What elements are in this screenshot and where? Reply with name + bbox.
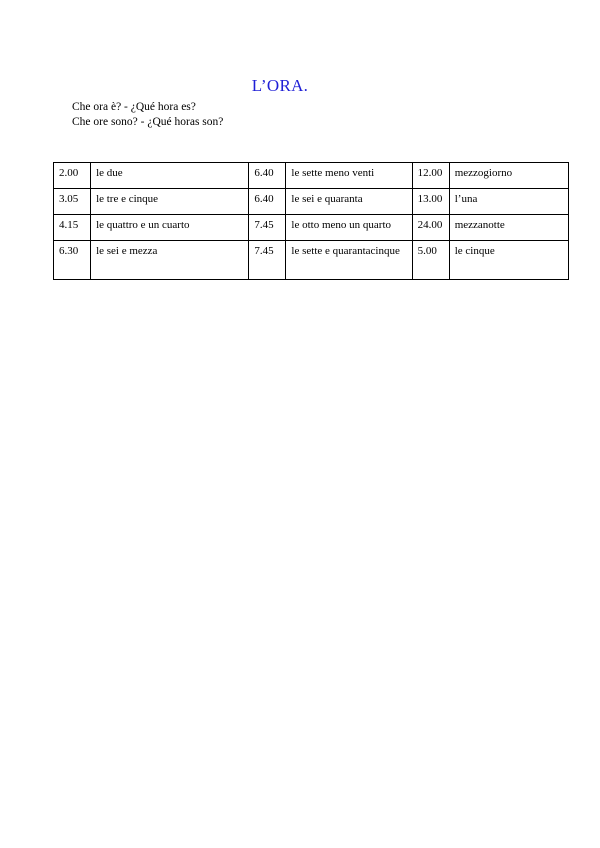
page-title: L’ORA. (251, 76, 309, 95)
expression-cell: le sei e quaranta (286, 189, 412, 215)
expression-cell: le sette meno venti (286, 163, 412, 189)
table-row (54, 215, 569, 241)
expression-cell: mezzanotte (449, 215, 568, 241)
expression-cell: le cinque (449, 241, 568, 280)
time-cell: 7.45 (249, 241, 286, 280)
table-row (54, 163, 569, 189)
questions-block (72, 100, 223, 130)
expression-cell: l’una (449, 189, 568, 215)
expression-cell: mezzogiorno (449, 163, 568, 189)
time-cell: 12.00 (412, 163, 449, 189)
question-line-1: Che ora è? - ¿Qué hora es? (72, 101, 196, 113)
time-cell: 5.00 (412, 241, 449, 280)
time-cell: 13.00 (412, 189, 449, 215)
time-cell: 6.30 (54, 241, 91, 280)
expression-cell: le otto meno un quarto (286, 215, 412, 241)
expression-cell: le sei e mezza (91, 241, 249, 280)
time-cell: 2.00 (54, 163, 91, 189)
time-cell: 4.15 (54, 215, 91, 241)
time-cell: 6.40 (249, 189, 286, 215)
time-table (53, 162, 569, 280)
time-cell: 7.45 (249, 215, 286, 241)
time-cell: 24.00 (412, 215, 449, 241)
question-line-2: Che ore sono? - ¿Qué horas son? (72, 116, 224, 128)
time-cell: 3.05 (54, 189, 91, 215)
expression-cell: le tre e cinque (91, 189, 249, 215)
table-row (54, 241, 569, 280)
expression-cell: le sette e quarantacinque (286, 241, 412, 280)
expression-cell: le quattro e un cuarto (91, 215, 249, 241)
table-row (54, 189, 569, 215)
expression-cell: le due (91, 163, 249, 189)
time-cell: 6.40 (249, 163, 286, 189)
